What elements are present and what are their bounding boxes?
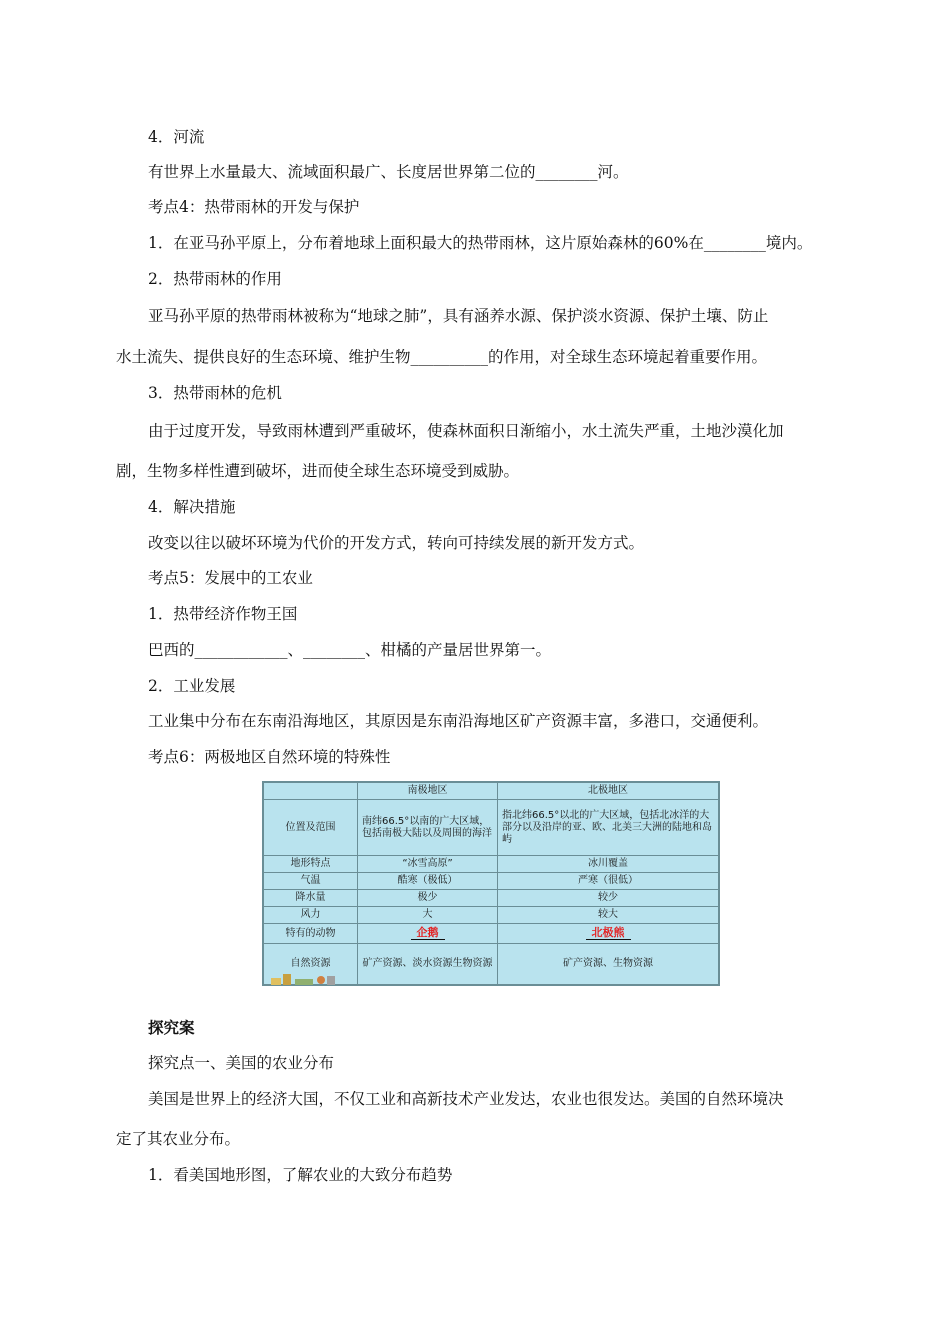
row-label: 风力 (264, 907, 358, 924)
cell-north: 较少 (498, 890, 719, 907)
table-row (264, 873, 719, 890)
topic4-item2-line2: 水土流失、提供良好的生态环境、维护生物__________的作用，对全球生态环境起着重要作用。 (116, 348, 768, 366)
topic4-item3-line2: 剧，生物多样性遭到破坏，进而使全球生态环境受到威胁。 (116, 462, 520, 480)
topic4-item4-text: 改变以往以破坏环境为代价的开发方式，转向可持续发展的新开发方式。 (148, 534, 645, 552)
topic5-heading: 考点5：发展中的工农业 (148, 569, 313, 587)
table-row (264, 890, 719, 907)
table-row (264, 907, 719, 924)
cell-south: “冰雪高原” (358, 856, 498, 873)
cell-north (498, 924, 719, 944)
cell-north: 严寒（很低） (498, 873, 719, 890)
cell-south: 矿产资源、淡水资源生物资源 (358, 944, 498, 985)
topic4-item4-heading: 4．解决措施 (148, 498, 236, 516)
rivers-heading: 4．河流 (148, 128, 205, 146)
topic4-item2-line1: 亚马孙平原的热带雨林被称为“地球之肺”，具有涵养水源、保护淡水资源、保护土壤、防止 (148, 307, 769, 325)
cell-south: 大 (358, 907, 498, 924)
cell-north: 指北纬66.5°以北的广大区域，包括北冰洋的大部分以及沿岸的亚、欧、北美三大洲的陆地和岛屿 (498, 800, 719, 856)
cell-south: 酷寒（极低） (358, 873, 498, 890)
topic5-item1-text: 巴西的____________、________、柑橘的产量居世界第一。 (148, 641, 552, 659)
rivers-text: 有世界上水量最大、流域面积最广、长度居世界第二位的________河。 (148, 163, 629, 181)
inquiry-point1: 探究点一、美国的农业分布 (148, 1054, 335, 1072)
topic4-item2-heading: 2．热带雨林的作用 (148, 270, 282, 288)
row-label: 位置及范围 (264, 800, 358, 856)
polar-comparison-table (262, 781, 720, 986)
row-label: 特有的动物 (264, 924, 358, 944)
row-label: 降水量 (264, 890, 358, 907)
inquiry-para-line2: 定了其农业分布。 (116, 1130, 241, 1148)
topic5-item2-heading: 2．工业发展 (148, 677, 236, 695)
table-corner-cell (264, 783, 358, 800)
inquiry-item1: 1．看美国地形图，了解农业的大致分布趋势 (148, 1166, 453, 1184)
cell-south (358, 924, 498, 944)
table-row (264, 856, 719, 873)
topic4-item3-heading: 3．热带雨林的危机 (148, 384, 282, 402)
topic4-item3-line1: 由于过度开发，导致雨林遭到严重破坏，使森林面积日渐缩小，水土流失严重，土地沙漠化加 (148, 422, 784, 440)
table-row (264, 924, 719, 944)
topic5-item2-text: 工业集中分布在东南沿海地区，其原因是东南沿海地区矿产资源丰富，多港口，交通便利。 (148, 712, 769, 730)
cell-north: 冰川覆盖 (498, 856, 719, 873)
cell-north: 较大 (498, 907, 719, 924)
table-header-row (264, 783, 719, 800)
cell-south: 极少 (358, 890, 498, 907)
topic4-heading: 考点4：热带雨林的开发与保护 (148, 198, 360, 216)
row-label: 自然资源 (264, 944, 358, 985)
answer-north-animal: 北极熊 (586, 926, 631, 940)
topic5-item1-heading: 1．热带经济作物王国 (148, 605, 298, 623)
decorative-illustration-icon (269, 970, 339, 986)
cell-south: 南纬66.5°以南的广大区域，包括南极大陆以及周围的海洋 (358, 800, 498, 856)
header-north: 北极地区 (498, 783, 719, 800)
topic4-item1: 1．在亚马孙平原上，分布着地球上面积最大的热带雨林，这片原始森林的60%在________境内。 (148, 234, 813, 252)
header-south: 南极地区 (358, 783, 498, 800)
inquiry-para-line1: 美国是世界上的经济大国，不仅工业和高新技术产业发达，农业也很发达。美国的自然环境决 (148, 1090, 784, 1108)
inquiry-title: 探究案 (148, 1019, 195, 1037)
row-label: 气温 (264, 873, 358, 890)
topic6-heading: 考点6：两极地区自然环境的特殊性 (148, 748, 391, 766)
row-label: 地形特点 (264, 856, 358, 873)
answer-south-animal: 企鹅 (411, 926, 445, 940)
cell-north: 矿产资源、生物资源 (498, 944, 719, 985)
table-row (264, 800, 719, 856)
